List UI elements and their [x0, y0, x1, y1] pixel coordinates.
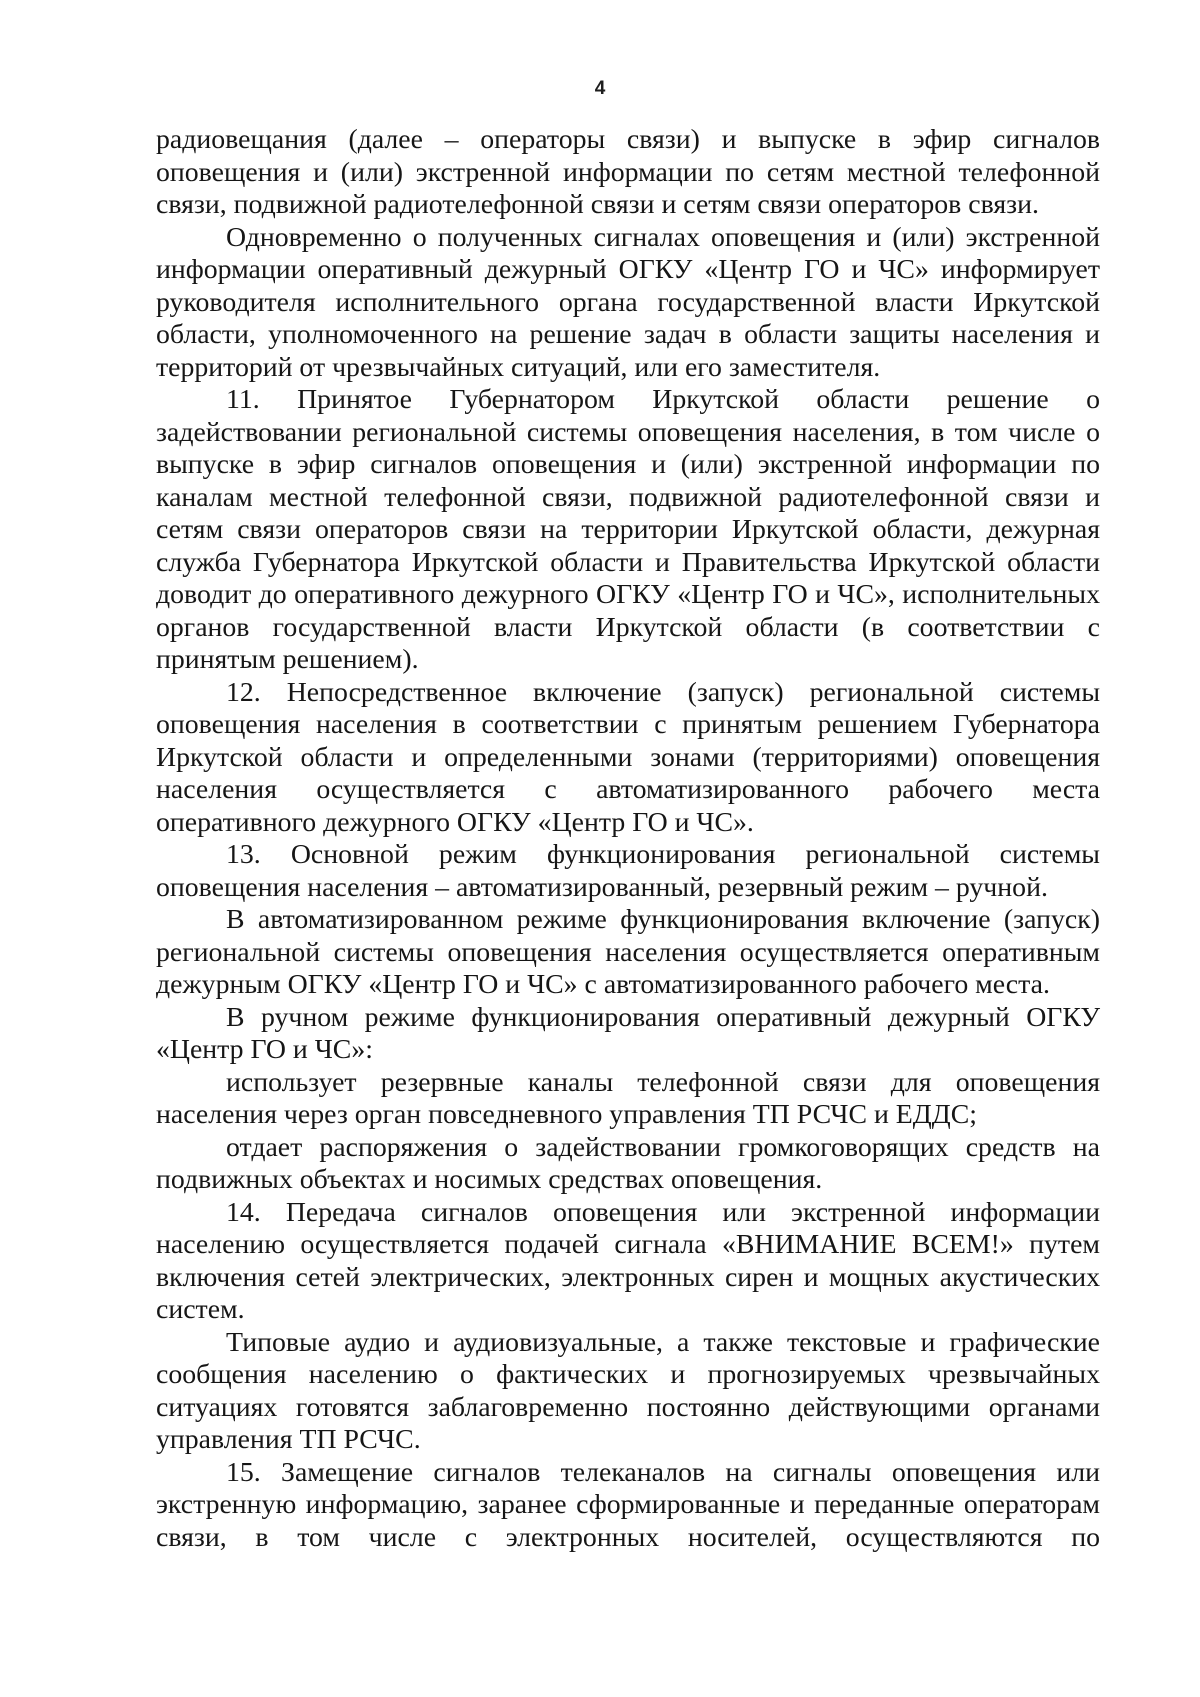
paragraph-item-12: 12. Непосредственное включение (запуск) региональной системы оповещения населения в соответствии с принятым решением Губернатора Иркутской области и определенными зонами (территориями) оповещения населения осуществляется с автоматизированного рабочего места оперативного дежурного ОГКУ «Центр ГО и ЧС». [156, 676, 1100, 838]
paragraph-item-11: 11. Принятое Губернатором Иркутской области решение о задействовании региональной системы оповещения населения, в том числе о выпуске в эфир сигналов оповещения и (или) экстренной информации по каналам местной телефонной связи, подвижной радиотелефонной связи и сетям связи операторов связи на территории Иркутской области, дежурная служба Губернатора Иркутской области и Правительства Иркутской области доводит до оперативного дежурного ОГКУ «Центр ГО и ЧС», исполнительных органов государственной власти Иркутской области (в соответствии с принятым решением). [156, 384, 1100, 675]
paragraph-automated-mode: В автоматизированном режиме функционирования включение (запуск) региональной системы оповещения населения осуществляется оперативным дежурным ОГКУ «Центр ГО и ЧС» с автоматизированного рабочего места. [156, 904, 1100, 1000]
paragraph-typical-messages: Типовые аудио и аудиовизуальные, а также текстовые и графические сообщения населению о фактических и прогнозируемых чрезвычайных ситуациях готовятся заблаговременно постоянно действующими органами управления ТП РСЧС. [156, 1326, 1100, 1455]
paragraph-manual-mode: В ручном режиме функционирования оперативный дежурный ОГКУ «Центр ГО и ЧС»: [156, 1001, 1100, 1065]
document-body [156, 124, 1100, 1554]
page-number: 4 [594, 78, 606, 99]
paragraph-item-15: 15. Замещение сигналов телеканалов на сигналы оповещения или экстренную информацию, заранее сформированные и переданные операторам связи, в том числе с электронных носителей, осуществляются по [156, 1456, 1100, 1553]
paragraph-notification-info: Одновременно о полученных сигналах оповещения и (или) экстренной информации оперативный дежурный ОГКУ «Центр ГО и ЧС» информирует руководителя исполнительного органа государственной власти Иркутской области, уполномоченного на решение задач в области защиты населения и территорий от чрезвычайных ситуаций, или его заместителя. [156, 221, 1100, 383]
paragraph-item-13: 13. Основной режим функционирования региональной системы оповещения населения – автоматизированный, резервный режим – ручной. [156, 839, 1100, 903]
paragraph-continuation: радиовещания (далее – операторы связи) и выпуске в эфир сигналов оповещения и (или) экстренной информации по сетям местной телефонной связи, подвижной радиотелефонной связи и сетям связи операторов связи. [156, 124, 1100, 220]
paragraph-item-14: 14. Передача сигналов оповещения или экстренной информации населению осуществляется подачей сигнала «ВНИМАНИЕ ВСЕМ!» путем включения сетей электрических, электронных сирен и мощных акустических систем. [156, 1196, 1100, 1325]
paragraph-reserve-channels: использует резервные каналы телефонной связи для оповещения населения через орган повседневного управления ТП РСЧС и ЕДДС; [156, 1066, 1100, 1130]
paragraph-loudspeaker-orders: отдает распоряжения о задействовании громкоговорящих средств на подвижных объектах и носимых средствах оповещения. [156, 1131, 1100, 1195]
